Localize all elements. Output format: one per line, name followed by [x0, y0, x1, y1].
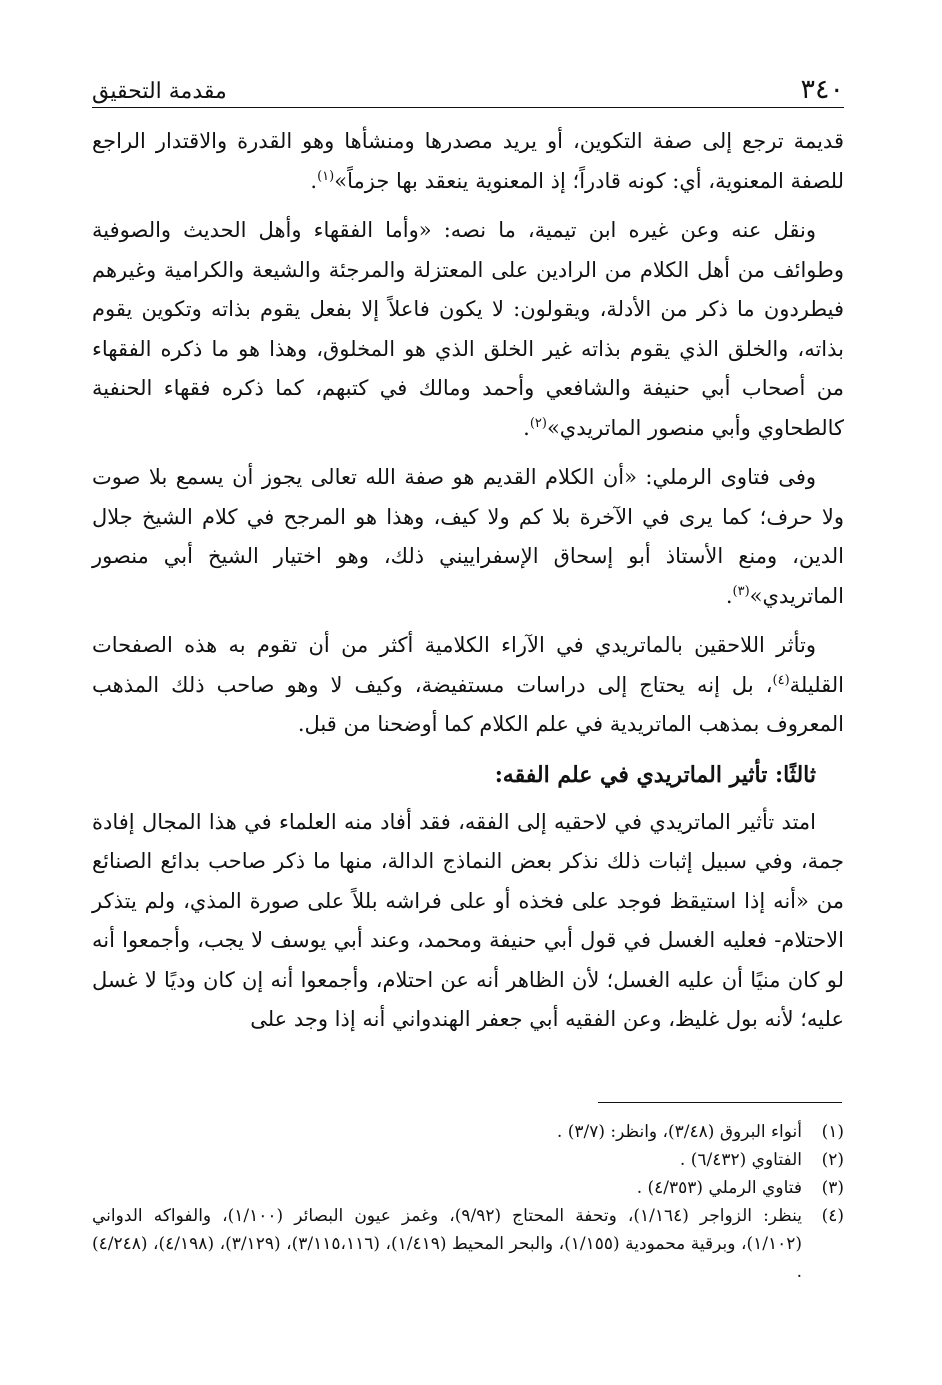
footnote-ref-3: (٣) [732, 583, 750, 599]
footnote-1 [92, 1118, 844, 1146]
footnote-ref-4: (٤) [772, 672, 790, 688]
footnote-3 [92, 1174, 844, 1202]
paragraph-3: وفى فتاوى الرملي: «أن الكلام القديم هو صفة الله تعالى يجوز أن يسمع بلا صوت ولا حرف؛ كما يرى في الآخرة بلا كم ولا كيف، وهذا هو المرجح في كلام الشيخ جلال الدين، ومنع الأستاذ أبو إسحاق الإسفراييني ذلك، وهو اختيار الشيخ أبي منصور الماتريدي»$^{(٣)}$. [92, 465, 845, 608]
page-header [92, 52, 844, 108]
footnote-number: (٤) [821, 1206, 844, 1226]
footnote-number: (١) [821, 1122, 844, 1142]
footnote-ref-1: (١) [317, 168, 335, 184]
footnote-divider [598, 1102, 842, 1103]
running-title: مقدمة التحقيق [92, 79, 227, 104]
main-text [92, 122, 844, 1050]
footnote-text: الفتاوي (٦/٤٣٢) . [679, 1150, 802, 1170]
paragraph-4 [92, 626, 844, 745]
paragraph-3-text: وفى فتاوى الرملي: «أن الكلام القديم هو صفة الله تعالى يجوز أن يسمع بلا صوت ولا حرف؛ كما يرى في الآخرة بلا كم ولا كيف، وهذا هو المرجح في كلام الشيخ جلال الدين، ومنع الأستاذ أبو إسحاق الإسفراييني ذلك، وهو اختيار الشيخ أبي منصور الماتريدي» [92, 465, 845, 608]
footnote-text: أنواء البروق (٣/٤٨)، وانظر: (٣/٧) . [556, 1122, 802, 1142]
footnote-text: فتاوي الرملي (٤/٣٥٣) . [636, 1178, 802, 1198]
footnote-number: (٣) [821, 1178, 844, 1198]
paragraph-2: ونقل عنه وعن غيره ابن تيمية، ما نصه: «وأما الفقهاء وأهل الحديث والصوفية وطوائف من أهل الكلام من الرادين على المعتزلة والمرجئة والشيعة والكرامية وغيرهم فيطردون ما ذكر من الأدلة، ويقولون: لا يكون فاعلاً إلا بفعل يقوم بذاته وتكوين يقوم بذاته، والخلق الذي يقوم بذاته غير الخلق الذي هو المخلوق، وهذا هو ما ذكره الفقهاء من أصحاب أبي حنيفة والشافعي وأحمد ومالك في كتبهم، كما ذكره فقهاء الحنفية كالطحاوي وأبي منصور الماتريدي»$^{(٢)}$. [92, 218, 844, 440]
footnote-4 [92, 1202, 844, 1286]
footnote-text: ينظر: الزواجر (١/١٦٤)، وتحفة المحتاج (٩/٩٢)، وغمز عيون البصائر (١/١٠٠)، والفواكه الدواني (١/١٠٢)، وبرقية محمودية (١/١٥٥)، والبحر المحيط (١/٤١٩)، (٣/١١٥،١١٦)، (٣/١٢٩)، (٤/١٩٨)، (٤/٢٤٨) . [92, 1206, 803, 1282]
paragraph-1: قديمة ترجع إلى صفة التكوين، أو يريد مصدرها ومنشأها وهو القدرة والاقتدار الراجع للصفة المعنوية، أي: كونه قادراً؛ إذ المعنوية ينعقد بها جزماً»$^{(١)}$. [92, 129, 844, 193]
section-heading: ثالثًا: تأثير الماتريدي في علم الفقه: [494, 761, 816, 788]
footnote-2 [92, 1146, 844, 1174]
page-number: ٣٤٠ [800, 74, 844, 105]
paragraph-1-text: قديمة ترجع إلى صفة التكوين، أو يريد مصدرها ومنشأها وهو القدرة والاقتدار الراجع للصفة المعنوية، أي: كونه قادراً؛ إذ المعنوية ينعقد بها جزماً» [92, 129, 844, 193]
paragraph-4-text-b: ، بل إنه يحتاج إلى دراسات مستفيضة، وكيف لا وهو صاحب ذلك المذهب المعروف بمذهب الماتريدية في علم الكلام كما أوضحنا من قبل. [92, 672, 844, 736]
paragraph-4-text-a: وتأثر اللاحقين بالماتريدي في الآراء الكلامية أكثر من أن تقوم به هذه الصفحات القليلة [92, 633, 844, 697]
paragraph-5 [92, 803, 844, 1040]
paragraph-2-text: ونقل عنه وعن غيره ابن تيمية، ما نصه: «وأما الفقهاء وأهل الحديث والصوفية وطوائف من أهل الكلام من الرادين على المعتزلة والمرجئة والشيعة والكرامية وغيرهم فيطردون ما ذكر من الأدلة، ويقولون: لا يكون فاعلاً إلا بفعل يقوم بذاته وتكوين يقوم بذاته، والخلق الذي يقوم بذاته غير الخلق الذي هو المخلوق، وهذا هو ما ذكره الفقهاء من أصحاب أبي حنيفة والشافعي وأحمد ومالك في كتبهم، كما ذكره فقهاء الحنفية كالطحاوي وأبي منصور الماتريدي» [92, 218, 844, 440]
footnote-number: (٢) [821, 1150, 844, 1170]
footnotes [92, 1118, 844, 1286]
paragraph-5-text: امتد تأثير الماتريدي في لاحقيه إلى الفقه، فقد أفاد منه العلماء في هذا المجال إفادة جمة، وفي سبيل إثبات ذلك نذكر بعض النماذج الدالة، منها ما ذكر صاحب بدائع الصنائع من «أنه إذا استيقظ فوجد على فخذه أو على فراشه بللاً على صورة المذي، ولم يتذكر الاحتلام- فعليه الغسل في قول أبي حنيفة ومحمد، وعند أبي يوسف لا يجب، وأجمعوا أنه لو كان منيًا أن عليه الغسل؛ لأن الظاهر أنه عن احتلام، وأجمعوا أنه إن كان وديًا لا غسل عليه؛ لأنه بول غليظ، وعن الفقيه أبي جعفر الهندواني أنه إذا وجد على [92, 809, 844, 1031]
footnote-ref-2: (٢) [529, 415, 547, 431]
